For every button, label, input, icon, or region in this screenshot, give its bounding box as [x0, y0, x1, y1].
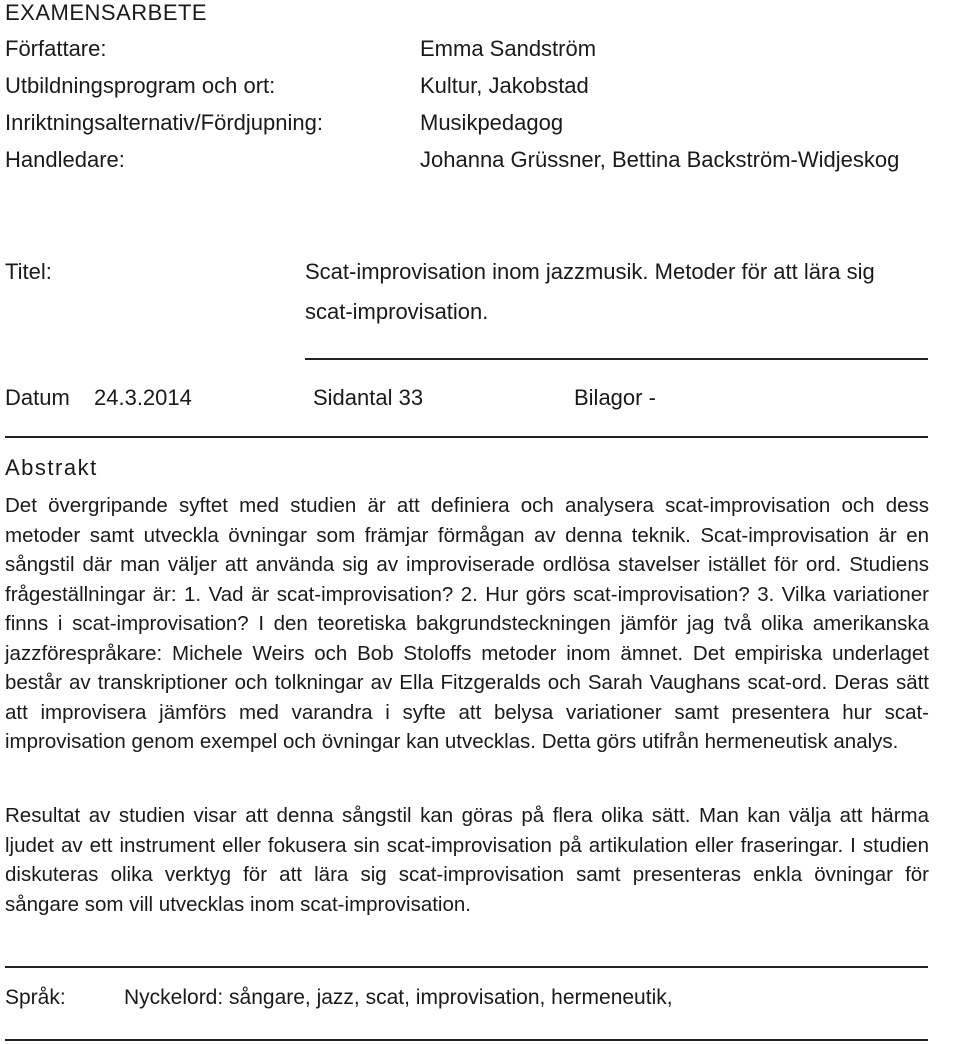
author-value: Emma Sandström — [420, 36, 597, 61]
specialization-label: Inriktningsalternativ/Fördjupning: — [5, 110, 323, 135]
divider-line-2 — [5, 436, 928, 438]
program-value: Kultur, Jakobstad — [420, 73, 589, 98]
program-label: Utbildningsprogram och ort: — [5, 73, 276, 98]
thesis-title-line-1: Scat-improvisation inom jazzmusik. Metoder för att lära sig — [305, 259, 875, 284]
abstract-heading: Abstrakt — [5, 455, 98, 480]
abstract-paragraph-1: Det övergripande syftet med studien är att definiera och analysera scat-improvisation och dess metoder samt utveckla övningar som främjar förmågan av denna teknik. Scat-improvisation är en sångstil där man väljer att använda sig av improviserade ordlösa stavelser istället för ord. Studiens frågeställningar är: 1. Vad är scat-improvisation? 2. Hur görs scat-improvisation? 3. Vilka variationer finns i scat-improvisation? I den teoretiska bakgrundsteckningen jämför jag två olika amerikanska jazzförespråkare: Michele Weirs och Bob Stoloffs metoder inom ämnet. Det empiriska underlaget består av transkriptioner och tolkningar av Ella Fitzgeralds och Sarah Vaughans scat-ord. Deras sätt att improvisera jämförs med varandra i syfte att belysa variationer samt presentera hur scat-improvisation genom exempel och övningar kan utvecklas. Detta görs utifrån hermeneutisk analys. — [5, 494, 929, 753]
date-value: 24.3.2014 — [94, 385, 192, 410]
thesis-title-line-2: scat-improvisation. — [305, 299, 489, 324]
date-label: Datum — [5, 385, 70, 410]
abstract-paragraph-2: Resultat av studien visar att denna sångstil kan göras på flera olika sätt. Man kan välja att härma ljudet av ett instrument eller fokusera sin scat-improvisation på artikulation eller fraseringar. I studien diskuteras olika verktyg för att lära sig scat-improvisation samt presenteras enkla övningar för sångare som vill utvecklas inom scat-improvisation. — [5, 804, 929, 916]
specialization-value: Musikpedagog — [420, 110, 564, 135]
title-label: Titel: — [5, 259, 52, 284]
document-type-heading: EXAMENSARBETE — [5, 0, 208, 25]
divider-line-3 — [5, 966, 928, 968]
supervisor-label: Handledare: — [5, 147, 125, 172]
divider-line-4 — [5, 1039, 928, 1041]
page-count: Sidantal 33 — [313, 385, 424, 410]
supervisor-value: Johanna Grüssner, Bettina Backström-Widjeskog — [420, 147, 900, 172]
author-label: Författare: — [5, 36, 107, 61]
divider-line-1 — [305, 358, 928, 360]
language-label: Språk: — [5, 986, 66, 1009]
appendices: Bilagor - — [574, 385, 656, 410]
keywords: Nyckelord: sångare, jazz, scat, improvisation, hermeneutik, — [124, 986, 673, 1009]
